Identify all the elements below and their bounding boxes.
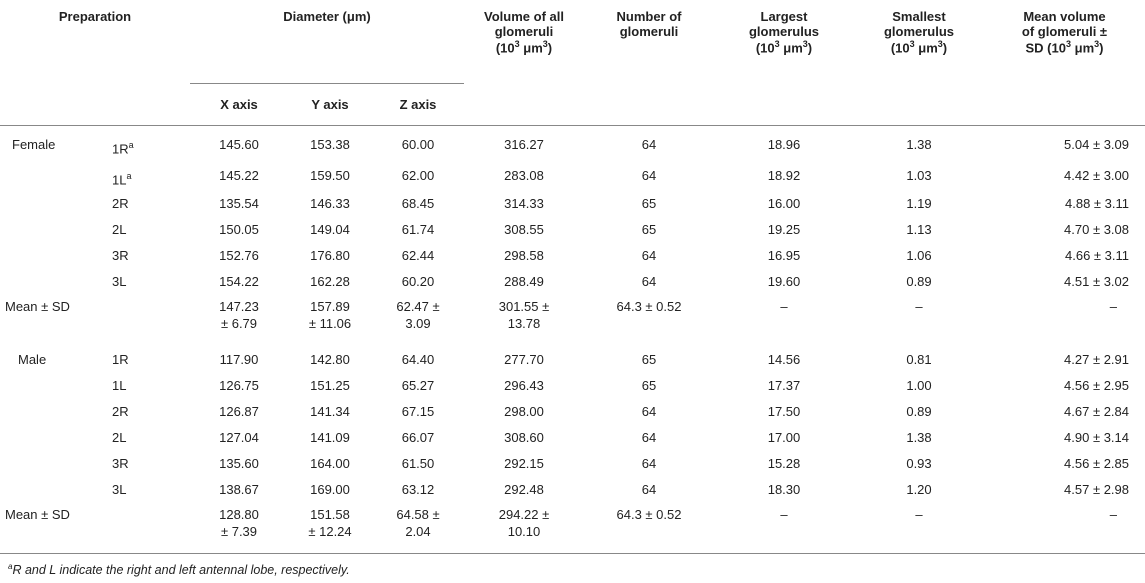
- cell-x: 145.60: [219, 136, 259, 152]
- table-row: [0, 215, 1145, 241]
- cell-mean: 5.04 ± 3.09: [1064, 136, 1129, 152]
- prep-label: [98, 125, 190, 161]
- prep-label: [98, 345, 190, 371]
- header-y-axis: Y axis: [311, 96, 349, 112]
- group-label: [0, 449, 98, 475]
- mean-z-line1: 64.58 ±: [396, 507, 440, 523]
- cell-largest: 16.00: [767, 196, 801, 212]
- table-row: [0, 397, 1145, 423]
- mean-z: [372, 501, 464, 553]
- group-label: [0, 189, 98, 215]
- mean-z-line1: 62.47 ±: [396, 299, 440, 315]
- table-row: [0, 475, 1145, 501]
- cell-num: 64: [641, 136, 657, 152]
- table-row: [0, 189, 1145, 215]
- cell-z: 60.20: [401, 274, 435, 290]
- prep-id: 2L: [112, 222, 127, 238]
- mean-x-line2: ± 7.39: [220, 524, 258, 540]
- table-row: [0, 345, 1145, 371]
- mean-vol-line2: 13.78: [507, 316, 541, 332]
- cell-x: 135.54: [219, 196, 259, 212]
- mean-y: [288, 293, 372, 345]
- mean-vol-line1: 301.55 ±: [498, 299, 550, 315]
- cell-y: 153.38: [310, 136, 350, 152]
- cell-num: 64: [641, 274, 657, 290]
- cell-smallest: 0.89: [906, 274, 932, 290]
- cell-y: 151.25: [310, 378, 350, 394]
- cell-num: 64: [641, 482, 657, 498]
- prep-id: 3R: [112, 456, 129, 472]
- cell-y: 141.34: [310, 404, 350, 420]
- prep-footnote-mark: a: [126, 171, 132, 181]
- empty-cell: [98, 501, 190, 553]
- mean-vol-line2: 10.10: [507, 524, 541, 540]
- footnote: $^a$R and L indicate the right and left antennal lobe, respectively.: [8, 562, 350, 578]
- table-row: [0, 449, 1145, 475]
- cell-mean: 4.66 ± 3.11: [1065, 248, 1129, 264]
- prep-label: [98, 215, 190, 241]
- cell-x: 138.67: [219, 482, 259, 498]
- cell-vol: 298.58: [504, 248, 544, 264]
- cell-num: 65: [641, 352, 657, 368]
- cell-z: 61.50: [401, 456, 435, 472]
- cell-x: 152.76: [219, 248, 259, 264]
- cell-largest: 18.96: [767, 136, 801, 152]
- mean-vol: [464, 293, 584, 345]
- prep-label: [98, 449, 190, 475]
- cell-y: 149.04: [310, 222, 350, 238]
- mean-sd-row: [0, 293, 1145, 345]
- cell-vol: 308.60: [504, 430, 544, 446]
- cell-vol: 277.70: [504, 352, 544, 368]
- cell-largest: 18.92: [767, 168, 801, 183]
- cell-mean: 4.57 ± 2.98: [1064, 482, 1129, 498]
- group-label: Female: [12, 136, 56, 152]
- cell-largest: 18.30: [767, 482, 801, 498]
- header-largest: Largest glomerulus ($10^3$ $\mu m^3$): [748, 9, 820, 56]
- mean-y-line1: 151.58: [310, 507, 350, 523]
- cell-y: 159.50: [310, 168, 350, 183]
- header-preparation: Preparation: [58, 9, 132, 24]
- cell-y: 169.00: [310, 482, 350, 498]
- table-row: [0, 125, 1145, 161]
- mean-largest: –: [714, 501, 854, 553]
- cell-num: 65: [641, 222, 657, 238]
- cell-smallest: 1.38: [906, 430, 932, 446]
- cell-smallest: 1.06: [906, 248, 932, 264]
- cell-num: 64: [641, 248, 657, 264]
- mean-vol: [464, 501, 584, 553]
- cell-smallest: 1.03: [906, 168, 932, 183]
- mean-sd-label: Mean ± SD: [5, 299, 70, 315]
- cell-largest: 16.95: [767, 248, 801, 264]
- group-label: [0, 475, 98, 501]
- cell-largest: 15.28: [767, 456, 801, 472]
- header-volume-all: Volume of all glomeruli ($10^3$ $\mu m^3$): [484, 9, 564, 56]
- cell-mean: 4.51 ± 3.02: [1064, 274, 1129, 290]
- mean-mean: –: [984, 501, 1145, 553]
- cell-mean: 4.70 ± 3.08: [1064, 222, 1129, 238]
- cell-num: 64: [641, 456, 657, 472]
- mean-mean: –: [1109, 299, 1117, 315]
- mean-x-line2: ± 6.79: [220, 316, 258, 332]
- cell-y: 162.28: [310, 274, 350, 290]
- header-number: Number of glomeruli: [616, 9, 682, 39]
- mean-vol-line1: 294.22 ±: [498, 507, 550, 523]
- cell-smallest: 1.20: [906, 482, 932, 498]
- cell-x: 127.04: [219, 430, 259, 446]
- mean-x: [190, 501, 288, 553]
- cell-vol: 292.48: [504, 482, 544, 498]
- prep-id: 3L: [112, 274, 127, 290]
- cell-mean: 4.42 ± 3.00: [1064, 168, 1129, 183]
- cell-smallest: 1.00: [906, 378, 932, 394]
- cell-vol: 292.15: [504, 456, 544, 472]
- cell-vol: 283.08: [504, 168, 544, 183]
- group-label: [0, 161, 98, 189]
- cell-smallest: 1.38: [906, 136, 932, 152]
- mean-num: 64.3 ± 0.52: [616, 299, 682, 315]
- cell-z: 63.12: [401, 482, 435, 498]
- table-row: [0, 161, 1145, 189]
- prep-footnote-mark: a: [128, 139, 134, 150]
- cell-x: 126.87: [219, 404, 259, 420]
- cell-mean: 4.56 ± 2.85: [1064, 456, 1129, 472]
- table-row: [0, 423, 1145, 449]
- prep-id: 2R: [112, 196, 129, 212]
- header-row-1: [0, 0, 1145, 83]
- cell-largest: 14.56: [767, 352, 801, 368]
- group-label: [0, 371, 98, 397]
- cell-vol: 296.43: [504, 378, 544, 394]
- cell-z: 65.27: [401, 378, 435, 394]
- group-label: [0, 397, 98, 423]
- cell-y: 142.80: [310, 352, 350, 368]
- cell-mean: 4.27 ± 2.91: [1064, 352, 1129, 368]
- prep-label: [98, 189, 190, 215]
- mean-sd-row: [0, 501, 1145, 553]
- empty-cell: [98, 293, 190, 345]
- group-label: [0, 423, 98, 449]
- cell-mean: 4.67 ± 2.84: [1064, 404, 1129, 420]
- prep-label: [98, 241, 190, 267]
- cell-num: 64: [641, 168, 657, 183]
- prep-label: [98, 267, 190, 293]
- cell-vol: 314.33: [504, 196, 544, 212]
- group-label: [0, 241, 98, 267]
- cell-smallest: 0.89: [906, 404, 932, 420]
- header-smallest: Smallest glomerulus ($10^3$ $\mu m^3$): [883, 9, 955, 56]
- cell-y: 176.80: [310, 248, 350, 264]
- table-row: [0, 267, 1145, 293]
- header-diameter: Diameter (μm): [190, 0, 464, 83]
- mean-z-line2: 3.09: [405, 316, 431, 332]
- group-label: Male: [18, 352, 47, 368]
- mean-sd-label: Mean ± SD: [0, 501, 98, 553]
- mean-y-line2: ± 11.06: [308, 316, 352, 332]
- mean-x-line1: 128.80: [219, 507, 259, 523]
- table-row: [0, 371, 1145, 397]
- prep-label: [98, 161, 190, 189]
- prep-id: 3L: [112, 482, 127, 498]
- cell-x: 154.22: [219, 274, 259, 290]
- cell-x: 126.75: [219, 378, 259, 394]
- cell-x: 145.22: [219, 168, 259, 183]
- header-x-axis: X axis: [220, 96, 258, 112]
- header-z-axis: Z axis: [399, 96, 437, 112]
- cell-z: 67.15: [401, 404, 435, 420]
- cell-y: 141.09: [310, 430, 350, 446]
- cell-y: 164.00: [310, 456, 350, 472]
- cell-x: 135.60: [219, 456, 259, 472]
- prep-id: 1L: [112, 172, 127, 188]
- mean-smallest: –: [915, 299, 923, 315]
- prep-id: 1R: [112, 140, 129, 156]
- mean-y-line1: 157.89: [310, 299, 350, 315]
- cell-num: 65: [641, 196, 657, 212]
- cell-vol: 298.00: [504, 404, 544, 420]
- mean-y-line2: ± 12.24: [308, 524, 352, 540]
- mean-largest: –: [780, 299, 788, 315]
- cell-smallest: 0.93: [906, 456, 932, 472]
- group-label: [0, 215, 98, 241]
- group-label: [0, 267, 98, 293]
- prep-id: 1R: [112, 352, 129, 368]
- cell-num: 64: [641, 430, 657, 446]
- mean-z: [372, 293, 464, 345]
- mean-y: [288, 501, 372, 553]
- prep-id: 2L: [112, 430, 127, 446]
- mean-smallest: –: [854, 501, 984, 553]
- cell-vol: 288.49: [504, 274, 544, 290]
- cell-smallest: 1.13: [906, 222, 932, 238]
- mean-z-line2: 2.04: [405, 524, 431, 540]
- cell-x: 117.90: [219, 352, 259, 368]
- prep-label: [98, 397, 190, 423]
- cell-largest: 17.00: [767, 430, 801, 446]
- table-body: [0, 125, 1145, 553]
- cell-mean: 4.90 ± 3.14: [1064, 430, 1129, 446]
- cell-x: 150.05: [219, 222, 259, 238]
- cell-vol: 316.27: [504, 136, 544, 152]
- cell-largest: 19.25: [767, 222, 801, 238]
- prep-label: [98, 371, 190, 397]
- prep-id: 2R: [112, 404, 129, 420]
- cell-vol: 308.55: [504, 222, 544, 238]
- cell-z: 61.74: [401, 222, 435, 238]
- cell-y: 146.33: [310, 196, 350, 212]
- cell-largest: 17.37: [767, 378, 801, 394]
- cell-smallest: 0.81: [906, 352, 932, 368]
- cell-num: 64: [641, 404, 657, 420]
- cell-mean: 4.56 ± 2.95: [1064, 378, 1129, 394]
- cell-mean: 4.88 ± 3.11: [1065, 196, 1129, 212]
- cell-z: 64.40: [401, 352, 435, 368]
- cell-z: 68.45: [401, 196, 435, 212]
- cell-num: 65: [641, 378, 657, 394]
- mean-x-line1: 147.23: [219, 299, 259, 315]
- prep-id: 1L: [112, 378, 127, 394]
- cell-smallest: 1.19: [906, 196, 932, 212]
- prep-label: [98, 475, 190, 501]
- cell-z: 60.00: [401, 136, 435, 152]
- header-mean-volume: Mean volume of glomeruli ± SD ($10^3$ $\mu m^3$): [1021, 9, 1108, 56]
- mean-num: 64.3 ± 0.52: [584, 501, 714, 553]
- mean-x: [190, 293, 288, 345]
- cell-largest: 17.50: [767, 404, 801, 420]
- cell-largest: 19.60: [767, 274, 801, 290]
- prep-id: 3R: [112, 248, 129, 264]
- cell-z: 62.44: [401, 248, 435, 264]
- cell-z: 66.07: [401, 430, 435, 446]
- cell-z: 62.00: [401, 168, 435, 183]
- prep-label: [98, 423, 190, 449]
- table-row: [0, 241, 1145, 267]
